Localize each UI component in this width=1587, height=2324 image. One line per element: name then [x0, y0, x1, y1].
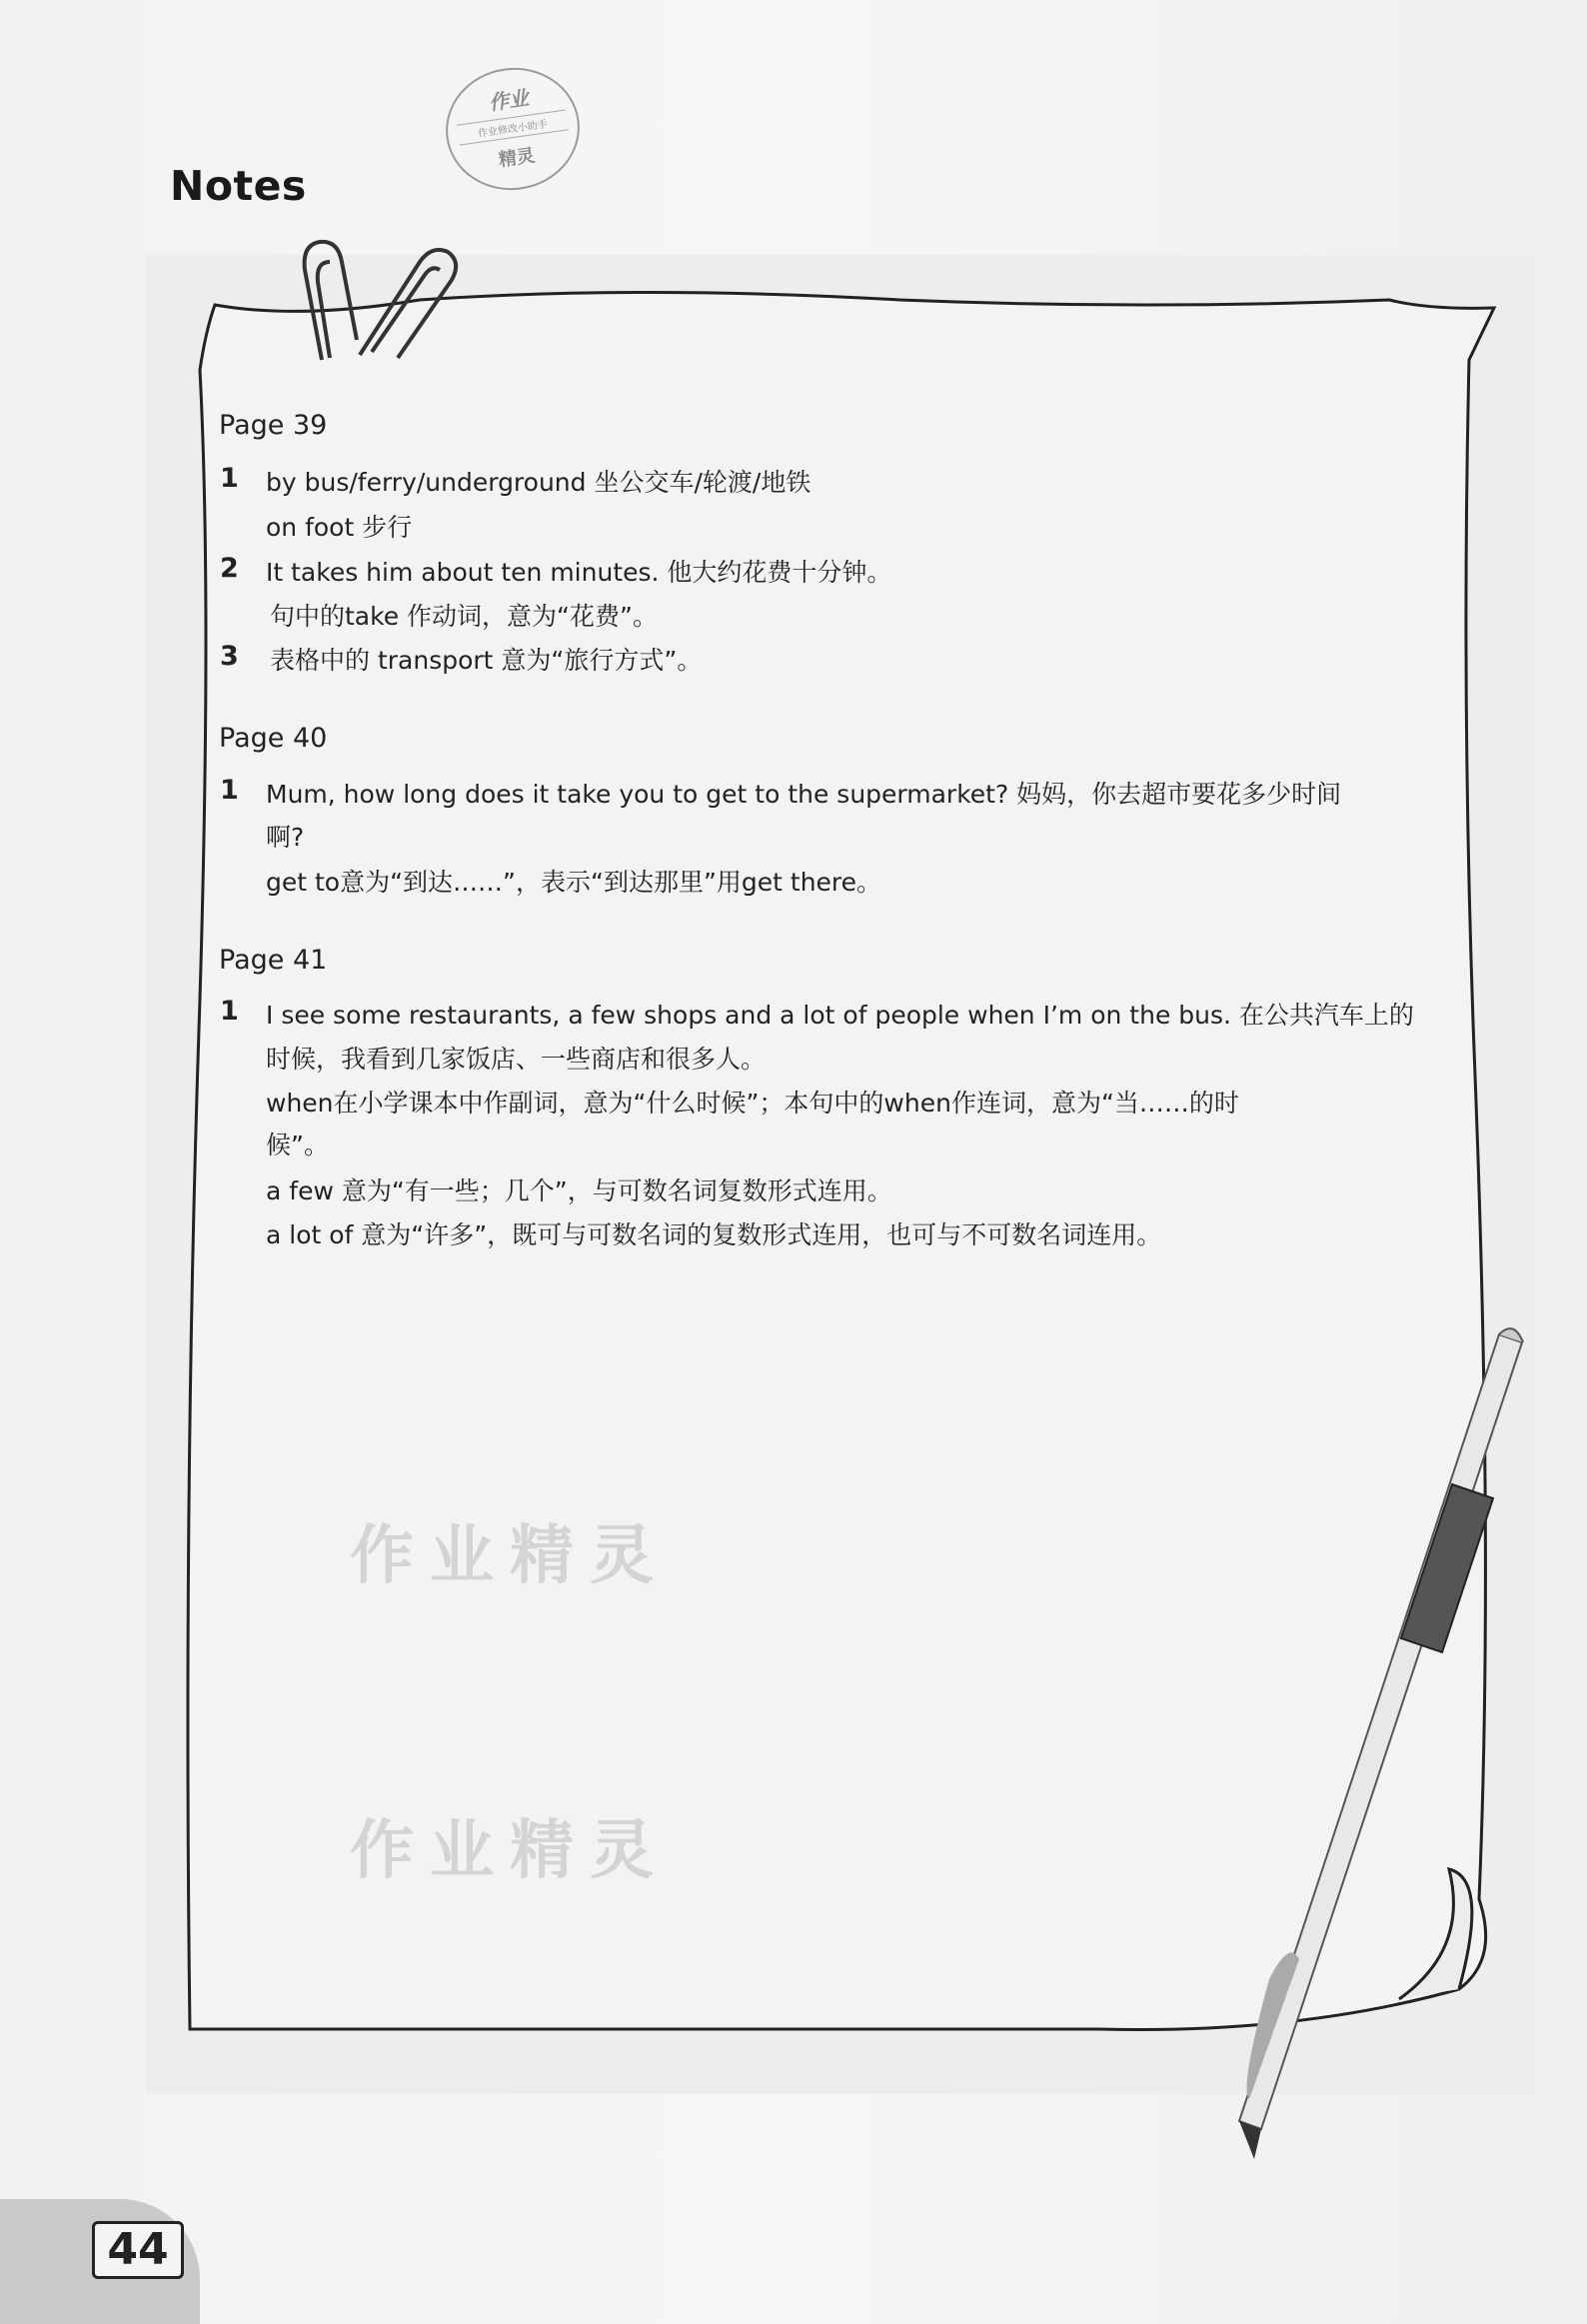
note-line: I see some restaurants, a few shops and a lot of people when I’m on the bus. 在公共汽车上的 [266, 1001, 1414, 1030]
section-page-label: Page 39 [219, 410, 328, 441]
page-number: 44 [92, 2221, 184, 2279]
note-line: Mum, how long does it take you to get to the supermarket? 妈妈，你去超市要花多少时间 [266, 780, 1342, 809]
note-line: by bus/ferry/underground 坐公交车/轮渡/地铁 [266, 468, 811, 497]
watermark: 作业精灵 [350, 1518, 670, 1593]
section-page-label: Page 41 [219, 945, 328, 976]
note-line: when在小学课本中作副词，意为“什么时候”；本句中的when作连词，意为“当……的时 [266, 1089, 1239, 1118]
note-line: 啊? [266, 823, 305, 852]
item-number: 1 [220, 463, 239, 494]
item-number: 3 [220, 641, 239, 672]
section-page-label: Page 40 [219, 723, 328, 754]
watermark: 作业精灵 [350, 1813, 670, 1888]
item-number: 1 [220, 775, 239, 806]
note-line: get to意为“到达……”，表示“到达那里”用get there。 [266, 868, 882, 897]
note-line: 表格中的 transport 意为“旅行方式”。 [270, 646, 703, 675]
note-line: 时候，我看到几家饭店、一些商店和很多人。 [266, 1045, 767, 1074]
page-title: Notes [170, 162, 307, 210]
item-number: 1 [220, 996, 239, 1027]
note-line: 候”。 [266, 1131, 329, 1160]
note-line: a lot of 意为“许多”，既可与可数名词的复数形式连用，也可与不可数名词连用。 [266, 1220, 1162, 1249]
note-line: It takes him about ten minutes. 他大约花费十分钟。 [266, 558, 892, 587]
stamp-logo: 作业 作业修改小助手 精灵 [438, 59, 588, 198]
note-line: 句中的take 作动词，意为“花费”。 [270, 602, 658, 631]
item-number: 2 [220, 553, 239, 584]
note-line: on foot 步行 [266, 513, 413, 542]
note-line: a few 意为“有一些；几个”，与可数名词复数形式连用。 [266, 1176, 892, 1205]
